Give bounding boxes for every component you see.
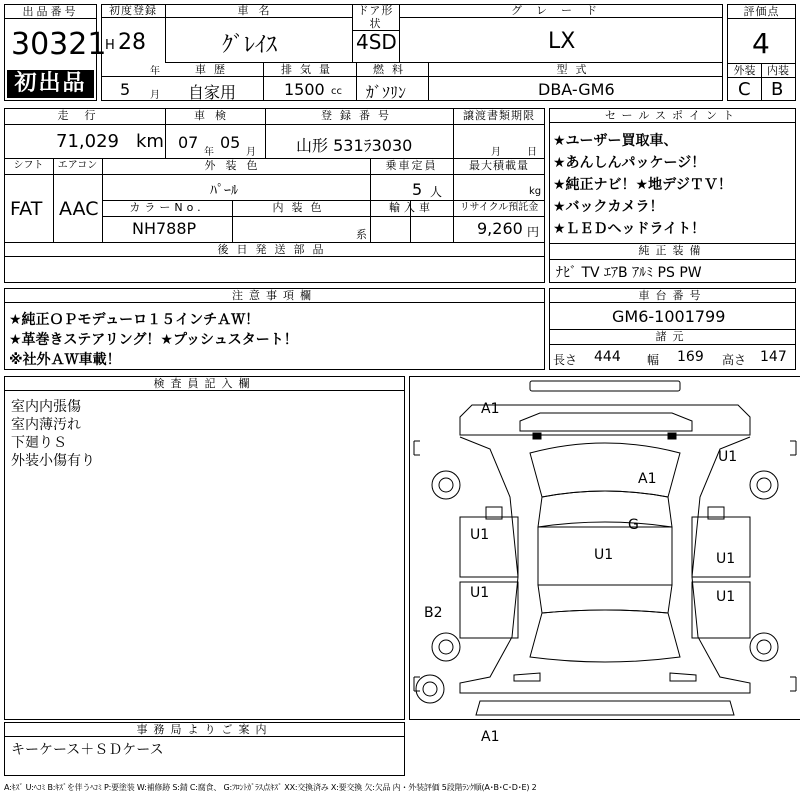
reg-month-unit: 月 [150, 90, 160, 101]
width-label: 幅 [647, 353, 660, 367]
shift: FAT [10, 198, 43, 220]
inspection-label: 車検 [194, 109, 236, 122]
sales-line: ★あんしんパッケージ！ [553, 155, 706, 171]
inspection-month-unit: 月 [246, 147, 256, 158]
damage-left-front: U1 [718, 449, 738, 465]
reg-year: 28 [118, 30, 146, 55]
load-label: 最大積載量 [469, 159, 529, 172]
damage-left-front-door: U1 [470, 527, 490, 543]
inspection-year-unit: 年 [204, 147, 214, 158]
mileage-unit: km [136, 131, 164, 152]
inspector-line: 外装小傷有り [11, 453, 95, 469]
damage-diagram [409, 376, 800, 745]
notes-line: ★革巻きステアリング！★プッシュスタート！ [9, 332, 298, 348]
registration-label: 登録番号 [321, 109, 397, 122]
transfer-label: 譲渡書類期限 [463, 109, 535, 122]
score-box [727, 4, 796, 101]
office-label: 事務局よりご案内 [5, 723, 404, 737]
notes-line: ★純正ＯＰモデューロ１５インチＡＷ！ [9, 312, 260, 328]
inspection-year: 07 [178, 133, 199, 152]
int-color-unit: 系 [356, 228, 367, 241]
damage-right-front-door: U1 [716, 551, 736, 567]
registration-number: 山形 531ﾗ3030 [296, 136, 413, 155]
notes-label: 注意事項欄 [5, 289, 544, 303]
score: 4 [752, 27, 770, 60]
legend-footer: A:ｷｽﾞ U:ﾍｺﾐ B:ｷｽﾞを伴うﾍｺﾐ P:要塗装 W:補修跡 S:錆 C:腐食、 G:ﾌﾛﾝﾄｶﾞﾗｽ点ｷｽﾞ XX:交換済み X:要交換 欠:欠品 内・外装評価 5段階ﾗﾝｸ順(A･B･C･D･E) 2 [4, 783, 537, 792]
displacement-unit: cc [331, 86, 342, 97]
first-listing-badge: 初出品 [7, 70, 94, 98]
capacity: 5 [412, 180, 423, 199]
inspector-line: 室内薄汚れ [11, 417, 81, 433]
damage-left-rear-fender: B2 [424, 605, 443, 621]
lot-number-label: 出品番号 [5, 5, 96, 19]
sales-line: ★ＬＥＤヘッドライト！ [553, 221, 706, 237]
reg-year-unit: 年 [150, 66, 160, 77]
capacity-unit: 人 [430, 185, 443, 199]
transfer-month-unit: 月 [491, 147, 501, 158]
width: 169 [677, 349, 704, 365]
interior-label: 内装 [767, 64, 789, 77]
transfer-day-unit: 日 [527, 147, 537, 158]
damage-hood: A1 [638, 471, 657, 487]
later-parts-label: 後日発送部品 [217, 243, 332, 256]
recycle-label: リサイクル預託金 [459, 202, 539, 213]
equipment: ﾅﾋﾞ TV ｴｱB ｱﾙﾐ PS PW [556, 265, 702, 281]
reg-month: 5 [120, 80, 131, 99]
sales-line: ★純正ナビ！★地デジＴＶ！ [553, 177, 732, 193]
height: 147 [760, 349, 787, 365]
spec-label: 諸元 [655, 330, 690, 343]
inspector-label: 検査員記入欄 [5, 377, 404, 391]
length-label: 長さ [553, 353, 578, 367]
ac-label: エアコン [57, 160, 98, 171]
inspector-box [4, 376, 405, 720]
office-box [4, 722, 405, 776]
office-notice: キーケース＋ＳＤケース [11, 742, 164, 758]
sales-line: ★ユーザー買取車、 [553, 133, 678, 149]
fuel-label: 燃料 [373, 63, 411, 76]
damage-rear-bumper: A1 [481, 729, 500, 745]
color-number: NH788P [132, 219, 197, 238]
notes-line: ※社外ＡＷ車載！ [9, 352, 121, 368]
model-label: 型式 [556, 63, 595, 76]
vehicle-name: ｸﾞﾚｲｽ [222, 33, 278, 58]
inspector-line: 室内内張傷 [11, 399, 81, 415]
damage-windshield: G [628, 517, 639, 533]
model-code: DBA-GM6 [538, 80, 615, 99]
damage-left-rear-door: U1 [470, 585, 490, 601]
chassis-label: 車台番号 [550, 289, 795, 303]
int-color-label: 内装色 [272, 201, 330, 214]
displacement-label: 排気量 [281, 63, 338, 76]
history: 自家用 [188, 83, 237, 102]
capacity-label: 乗車定員 [385, 159, 438, 172]
mileage: 71,029 [56, 131, 119, 152]
lot-number-box [4, 4, 107, 101]
notes-box [4, 288, 545, 370]
sales-points-label: セールスポイント [550, 109, 795, 123]
exterior-score: C [738, 79, 751, 100]
damage-roof: U1 [594, 547, 614, 563]
fuel: ｶﾞｿﾘﾝ [366, 83, 407, 102]
mileage-label: 走行 [57, 109, 112, 122]
sales-line: ★バックカメラ！ [553, 199, 664, 215]
lot-number: 30321 [11, 27, 107, 62]
name-label: 車名 [165, 4, 352, 18]
grade-label: グレード [399, 4, 723, 18]
shift-label: シフト [13, 160, 44, 171]
damage-front-bumper: A1 [481, 401, 500, 417]
recycle-fee: 9,260 [477, 219, 523, 238]
era: H [105, 38, 115, 53]
score-label: 評価点 [728, 5, 795, 19]
chassis-box [549, 288, 796, 370]
length: 444 [594, 349, 621, 365]
equipment-label: 純正装備 [638, 244, 707, 257]
chassis-number: GM6-1001799 [612, 307, 726, 326]
inspector-line: 下廻りＳ [11, 435, 67, 451]
load-unit: kg [529, 186, 542, 197]
door-label: ドア形状 [352, 4, 399, 31]
color-label: 外装色 [204, 159, 268, 172]
displacement: 1500 [284, 80, 325, 99]
body-color: ﾊﾟｰﾙ [210, 183, 238, 199]
color-no-label: カラーNo. [129, 201, 205, 214]
import-label: 輸入車 [389, 201, 434, 214]
sales-points-box [549, 108, 796, 283]
height-label: 高さ [722, 353, 747, 367]
history-label: 車歴 [195, 63, 233, 76]
grade: LX [548, 29, 576, 54]
recycle-unit: 円 [527, 225, 540, 239]
first-reg-label: 初度登録 [101, 4, 165, 18]
air-conditioner: AAC [59, 198, 99, 220]
damage-right-rear-door: U1 [716, 589, 736, 605]
interior-score: B [771, 79, 784, 100]
exterior-label: 外装 [733, 64, 756, 77]
inspection-month: 05 [220, 133, 241, 152]
door-type: 4SD [356, 30, 397, 54]
